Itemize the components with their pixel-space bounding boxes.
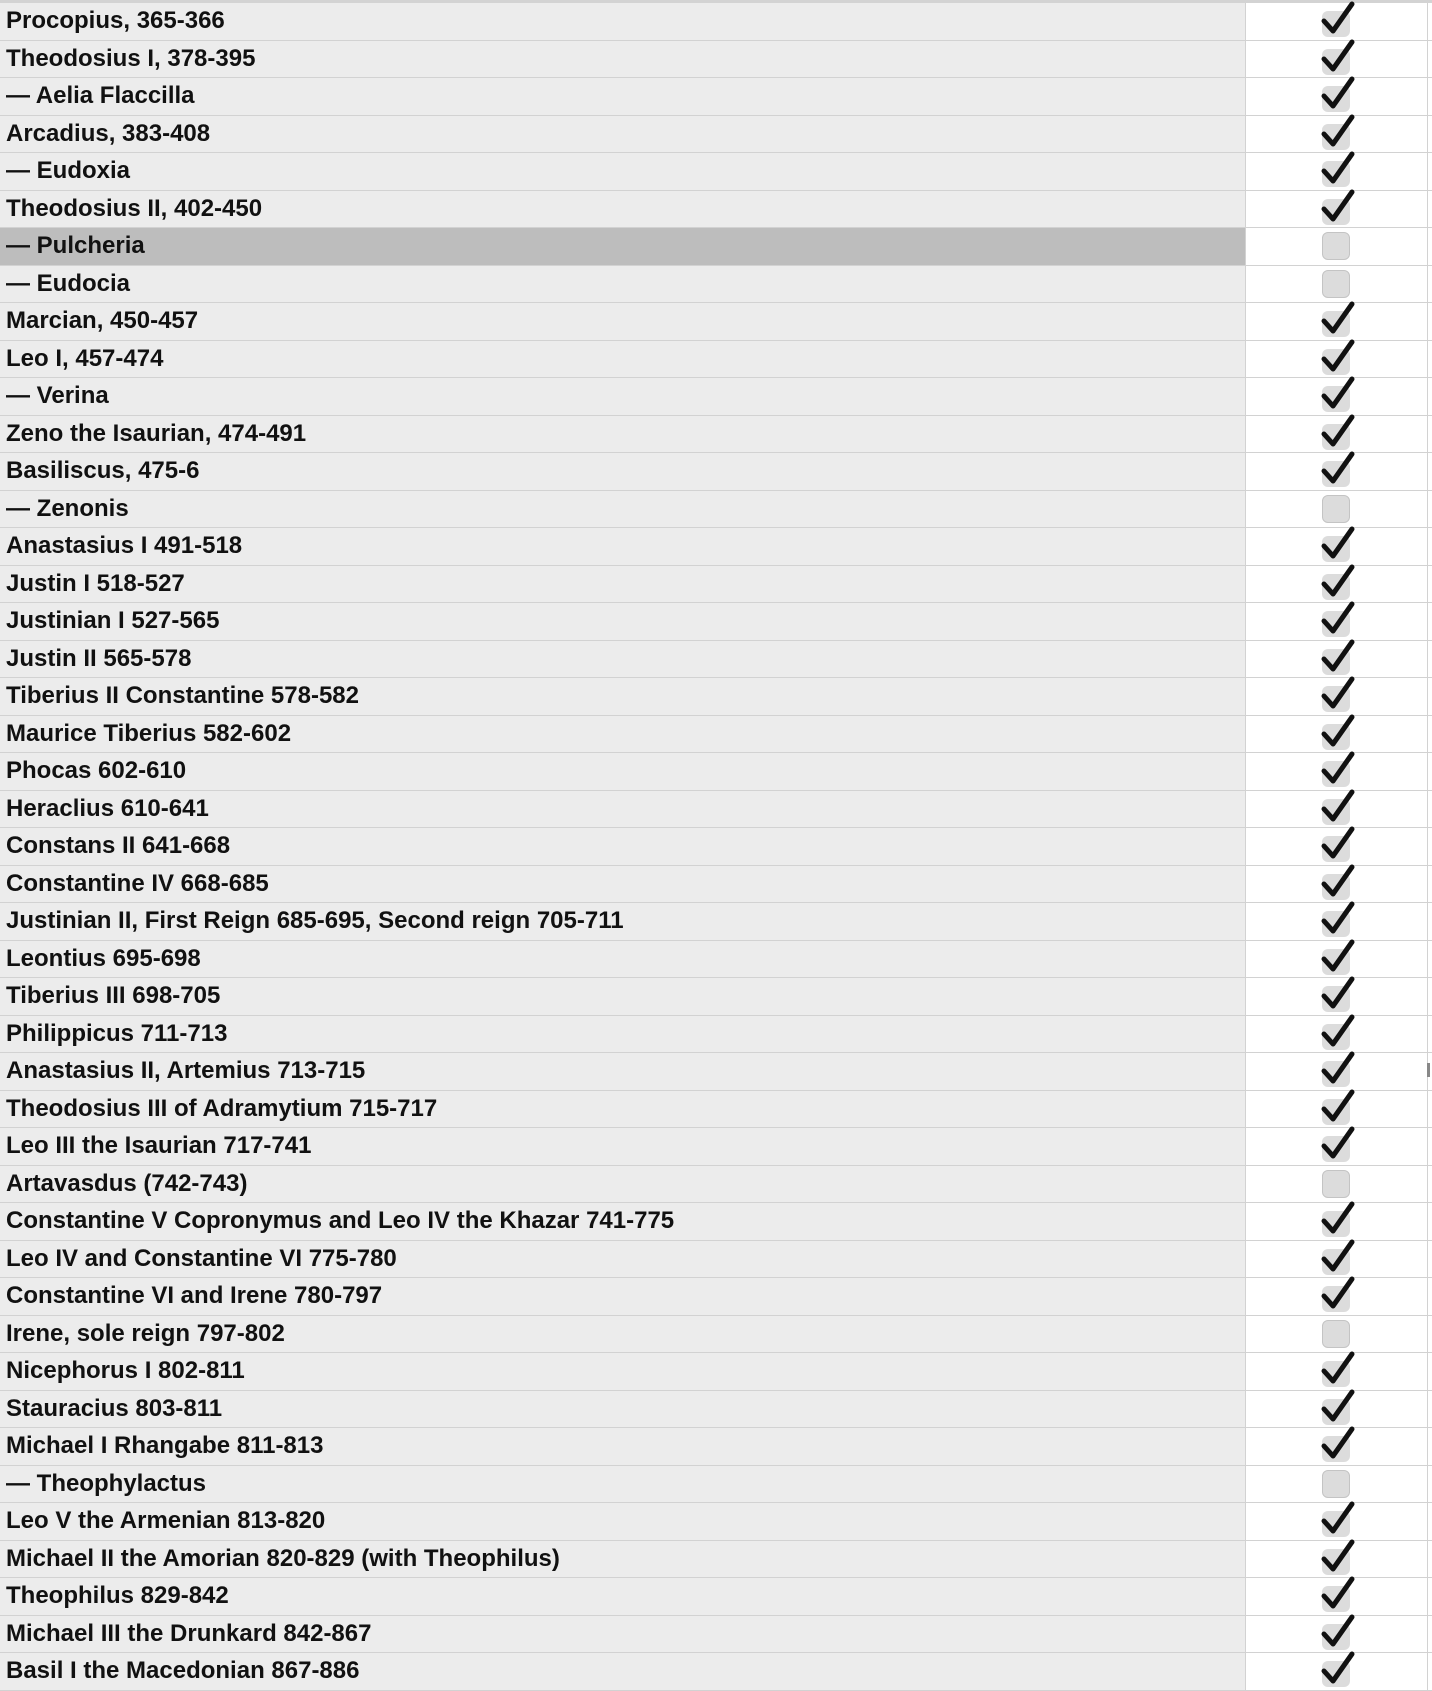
checkbox-cell[interactable] <box>1246 678 1428 715</box>
name-cell[interactable]: Michael II the Amorian 820-829 (with Theophilus) <box>0 1541 1246 1578</box>
name-cell[interactable]: Heraclius 610-641 <box>0 791 1246 828</box>
name-cell[interactable]: — Eudoxia <box>0 153 1246 190</box>
name-cell[interactable]: Leo V the Armenian 813-820 <box>0 1503 1246 1540</box>
table-row[interactable] <box>0 191 1432 229</box>
checkbox-cell[interactable] <box>1246 1166 1428 1203</box>
table-row[interactable] <box>0 1166 1432 1204</box>
checkbox-cell[interactable] <box>1246 1466 1428 1503</box>
checkmark-icon[interactable] <box>1320 1 1356 37</box>
table-body <box>0 3 1432 1691</box>
name-cell[interactable]: Stauracius 803-811 <box>0 1391 1246 1428</box>
table-row[interactable] <box>0 603 1432 641</box>
name-cell[interactable]: — Aelia Flaccilla <box>0 78 1246 115</box>
checkbox-cell[interactable] <box>1246 1541 1428 1578</box>
table-row[interactable] <box>0 1053 1432 1091</box>
table-row[interactable] <box>0 791 1432 829</box>
checkmark-icon[interactable] <box>1320 564 1356 600</box>
checkbox-cell[interactable] <box>1246 378 1428 415</box>
table-row[interactable] <box>0 303 1432 341</box>
table-row[interactable] <box>0 1391 1432 1429</box>
checkmark-icon[interactable] <box>1320 826 1356 862</box>
checkbox-cell[interactable] <box>1246 528 1428 565</box>
empty-checkbox-icon[interactable] <box>1322 232 1350 260</box>
table-row[interactable] <box>0 716 1432 754</box>
checkmark-icon[interactable] <box>1320 189 1356 225</box>
checkmark-icon[interactable] <box>1320 1651 1356 1687</box>
name-cell[interactable]: Anastasius I 491-518 <box>0 528 1246 565</box>
name-cell[interactable]: Phocas 602-610 <box>0 753 1246 790</box>
checkbox-cell[interactable] <box>1246 1241 1428 1278</box>
checkbox-cell[interactable] <box>1246 1053 1428 1090</box>
checkmark-icon[interactable] <box>1320 1089 1356 1125</box>
name-cell[interactable]: Leo III the Isaurian 717-741 <box>0 1128 1246 1165</box>
name-cell[interactable]: Constantine V Copronymus and Leo IV the Khazar 741-775 <box>0 1203 1246 1240</box>
checkbox-cell[interactable] <box>1246 191 1428 228</box>
empty-checkbox-icon[interactable] <box>1322 1320 1350 1348</box>
name-cell[interactable]: — Pulcheria <box>0 228 1246 265</box>
name-cell[interactable]: Tiberius II Constantine 578-582 <box>0 678 1246 715</box>
name-cell[interactable]: Theodosius II, 402-450 <box>0 191 1246 228</box>
checkmark-icon[interactable] <box>1320 676 1356 712</box>
table-row[interactable] <box>0 378 1432 416</box>
name-cell[interactable]: Basiliscus, 475-6 <box>0 453 1246 490</box>
checkmark-icon[interactable] <box>1320 1576 1356 1612</box>
name-cell[interactable]: — Verina <box>0 378 1246 415</box>
name-cell[interactable]: Anastasius II, Artemius 713-715 <box>0 1053 1246 1090</box>
checkbox-cell[interactable] <box>1246 491 1428 528</box>
table-row[interactable] <box>0 1316 1432 1354</box>
checkbox-cell[interactable] <box>1246 903 1428 940</box>
name-cell[interactable]: Tiberius III 698-705 <box>0 978 1246 1015</box>
table-row[interactable] <box>0 116 1432 154</box>
name-cell[interactable]: Justin I 518-527 <box>0 566 1246 603</box>
table-row[interactable] <box>0 941 1432 979</box>
checkbox-cell[interactable] <box>1246 3 1428 40</box>
checkbox-cell[interactable] <box>1246 228 1428 265</box>
checkmark-icon[interactable] <box>1320 301 1356 337</box>
checkmark-icon[interactable] <box>1320 1014 1356 1050</box>
table-row[interactable] <box>0 866 1432 904</box>
name-cell[interactable]: Justin II 565-578 <box>0 641 1246 678</box>
name-cell[interactable]: Constantine IV 668-685 <box>0 866 1246 903</box>
table-row[interactable] <box>0 1541 1432 1579</box>
checkmark-icon[interactable] <box>1320 639 1356 675</box>
checkbox-cell[interactable] <box>1246 1203 1428 1240</box>
checkmark-icon[interactable] <box>1320 76 1356 112</box>
checkbox-cell[interactable] <box>1246 603 1428 640</box>
name-cell[interactable]: Artavasdus (742-743) <box>0 1166 1246 1203</box>
checkbox-cell[interactable] <box>1246 41 1428 78</box>
checkmark-icon[interactable] <box>1320 1389 1356 1425</box>
checkbox-cell[interactable] <box>1246 791 1428 828</box>
checkbox-cell[interactable] <box>1246 266 1428 303</box>
table-row[interactable] <box>0 566 1432 604</box>
table-row[interactable] <box>0 78 1432 116</box>
checkbox-cell[interactable] <box>1246 641 1428 678</box>
name-cell[interactable]: — Theophylactus <box>0 1466 1246 1503</box>
checkmark-icon[interactable] <box>1320 939 1356 975</box>
checkbox-cell[interactable] <box>1246 116 1428 153</box>
table-row[interactable] <box>0 491 1432 529</box>
checkmark-icon[interactable] <box>1320 339 1356 375</box>
checkbox-cell[interactable] <box>1246 1353 1428 1390</box>
checkbox-cell[interactable] <box>1246 78 1428 115</box>
checkmark-icon[interactable] <box>1320 114 1356 150</box>
checkbox-cell[interactable] <box>1246 1503 1428 1540</box>
table-row[interactable] <box>0 1616 1432 1654</box>
name-cell[interactable]: Basil I the Macedonian 867-886 <box>0 1653 1246 1690</box>
checkbox-cell[interactable] <box>1246 1616 1428 1653</box>
checkbox-cell[interactable] <box>1246 1316 1428 1353</box>
checkbox-cell[interactable] <box>1246 978 1428 1015</box>
checkmark-icon[interactable] <box>1320 751 1356 787</box>
checkmark-icon[interactable] <box>1320 901 1356 937</box>
checkbox-cell[interactable] <box>1246 828 1428 865</box>
checkmark-icon[interactable] <box>1320 864 1356 900</box>
empty-checkbox-icon[interactable] <box>1322 1470 1350 1498</box>
empty-checkbox-icon[interactable] <box>1322 1170 1350 1198</box>
name-cell[interactable]: Michael III the Drunkard 842-867 <box>0 1616 1246 1653</box>
table-row[interactable] <box>0 1353 1432 1391</box>
checkmark-icon[interactable] <box>1320 1239 1356 1275</box>
table-row[interactable] <box>0 3 1432 41</box>
checkmark-icon[interactable] <box>1320 789 1356 825</box>
checkbox-cell[interactable] <box>1246 1016 1428 1053</box>
name-cell[interactable]: Theophilus 829-842 <box>0 1578 1246 1615</box>
checkmark-icon[interactable] <box>1320 714 1356 750</box>
name-cell[interactable]: Theodosius III of Adramytium 715-717 <box>0 1091 1246 1128</box>
table-row[interactable] <box>0 641 1432 679</box>
name-cell[interactable]: Arcadius, 383-408 <box>0 116 1246 153</box>
table-row[interactable] <box>0 1466 1432 1504</box>
checkbox-cell[interactable] <box>1246 716 1428 753</box>
table-row[interactable] <box>0 678 1432 716</box>
table-row[interactable] <box>0 266 1432 304</box>
checkbox-cell[interactable] <box>1246 566 1428 603</box>
checkmark-icon[interactable] <box>1320 376 1356 412</box>
table-row[interactable] <box>0 1503 1432 1541</box>
table-row[interactable] <box>0 753 1432 791</box>
checkmark-icon[interactable] <box>1320 1051 1356 1087</box>
name-cell[interactable]: — Eudocia <box>0 266 1246 303</box>
name-cell[interactable]: Philippicus 711-713 <box>0 1016 1246 1053</box>
checkbox-cell[interactable] <box>1246 866 1428 903</box>
table-row[interactable] <box>0 528 1432 566</box>
table-row[interactable] <box>0 41 1432 79</box>
name-cell[interactable]: Justinian I 527-565 <box>0 603 1246 640</box>
table-row[interactable] <box>0 1128 1432 1166</box>
checkbox-cell[interactable] <box>1246 753 1428 790</box>
name-cell[interactable]: Leo IV and Constantine VI 775-780 <box>0 1241 1246 1278</box>
checkbox-cell[interactable] <box>1246 1128 1428 1165</box>
table-row[interactable] <box>0 1203 1432 1241</box>
table-row[interactable] <box>0 828 1432 866</box>
checkmark-icon[interactable] <box>1320 601 1356 637</box>
checkmark-icon[interactable] <box>1320 414 1356 450</box>
checkbox-cell[interactable] <box>1246 1091 1428 1128</box>
checkmark-icon[interactable] <box>1320 1426 1356 1462</box>
table-row[interactable] <box>0 1241 1432 1279</box>
name-cell[interactable]: Maurice Tiberius 582-602 <box>0 716 1246 753</box>
table-row[interactable] <box>0 978 1432 1016</box>
table-row[interactable] <box>0 1091 1432 1129</box>
table-row[interactable] <box>0 153 1432 191</box>
checkbox-cell[interactable] <box>1246 1278 1428 1315</box>
name-cell[interactable]: Michael I Rhangabe 811-813 <box>0 1428 1246 1465</box>
table-row[interactable] <box>0 903 1432 941</box>
checkbox-cell[interactable] <box>1246 1653 1428 1690</box>
name-cell[interactable]: Nicephorus I 802-811 <box>0 1353 1246 1390</box>
checkmark-icon[interactable] <box>1320 1351 1356 1387</box>
name-cell[interactable]: Zeno the Isaurian, 474-491 <box>0 416 1246 453</box>
name-cell[interactable]: Justinian II, First Reign 685-695, Second reign 705-711 <box>0 903 1246 940</box>
name-cell[interactable]: Theodosius I, 378-395 <box>0 41 1246 78</box>
table-row[interactable] <box>0 1278 1432 1316</box>
checkbox-cell[interactable] <box>1246 303 1428 340</box>
checkmark-icon[interactable] <box>1320 976 1356 1012</box>
clipped-cell-mark <box>1427 1063 1430 1077</box>
checkbox-cell[interactable] <box>1246 1428 1428 1465</box>
table-row[interactable] <box>0 1578 1432 1616</box>
checkbox-cell[interactable] <box>1246 153 1428 190</box>
checkmark-icon[interactable] <box>1320 451 1356 487</box>
name-cell[interactable]: Marcian, 450-457 <box>0 303 1246 340</box>
checkmark-icon[interactable] <box>1320 1614 1356 1650</box>
checkmark-icon[interactable] <box>1320 1501 1356 1537</box>
empty-checkbox-icon[interactable] <box>1322 270 1350 298</box>
name-cell[interactable]: — Zenonis <box>0 491 1246 528</box>
table-row[interactable] <box>0 1428 1432 1466</box>
name-cell[interactable]: Irene, sole reign 797-802 <box>0 1316 1246 1353</box>
name-cell[interactable]: Constantine VI and Irene 780-797 <box>0 1278 1246 1315</box>
checkbox-cell[interactable] <box>1246 416 1428 453</box>
checkmark-icon[interactable] <box>1320 39 1356 75</box>
checkbox-cell[interactable] <box>1246 1578 1428 1615</box>
name-cell[interactable]: Leo I, 457-474 <box>0 341 1246 378</box>
table-row[interactable] <box>0 341 1432 379</box>
checkbox-cell[interactable] <box>1246 453 1428 490</box>
checkmark-icon[interactable] <box>1320 1276 1356 1312</box>
table-row[interactable] <box>0 453 1432 491</box>
checkmark-icon[interactable] <box>1320 526 1356 562</box>
table-row[interactable] <box>0 1653 1432 1691</box>
checkbox-cell[interactable] <box>1246 1391 1428 1428</box>
name-cell[interactable]: Constans II 641-668 <box>0 828 1246 865</box>
checkmark-icon[interactable] <box>1320 151 1356 187</box>
empty-checkbox-icon[interactable] <box>1322 495 1350 523</box>
checkbox-cell[interactable] <box>1246 341 1428 378</box>
checkmark-icon[interactable] <box>1320 1126 1356 1162</box>
table-row[interactable] <box>0 1016 1432 1054</box>
checkmark-icon[interactable] <box>1320 1201 1356 1237</box>
table-row[interactable] <box>0 228 1432 266</box>
checkbox-cell[interactable] <box>1246 941 1428 978</box>
name-cell[interactable]: Leontius 695-698 <box>0 941 1246 978</box>
name-cell[interactable]: Procopius, 365-366 <box>0 3 1246 40</box>
table-row[interactable] <box>0 416 1432 454</box>
checkmark-icon[interactable] <box>1320 1539 1356 1575</box>
